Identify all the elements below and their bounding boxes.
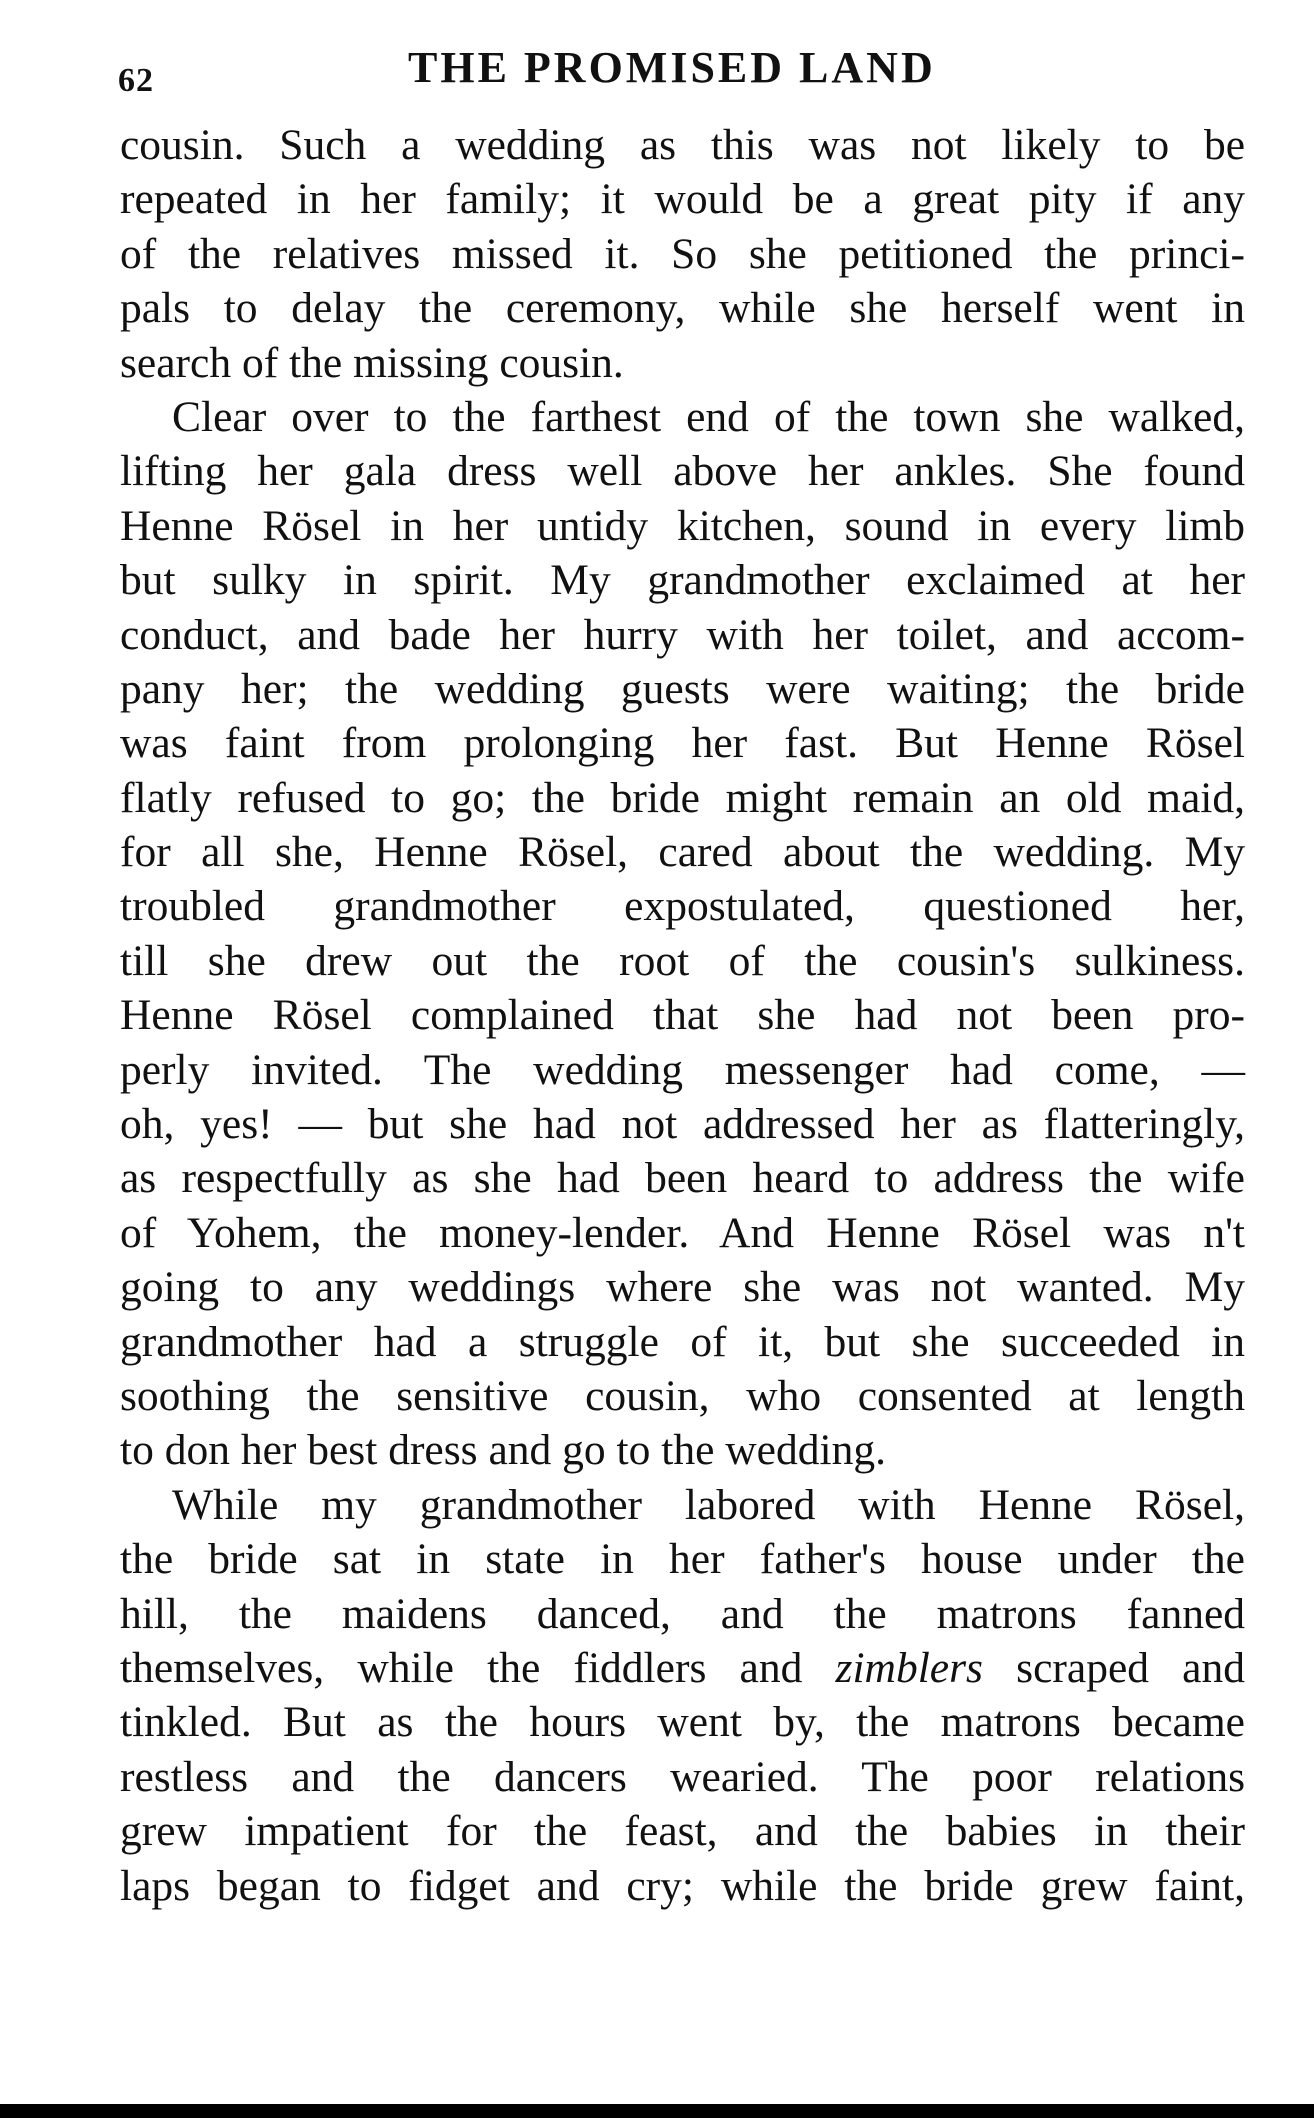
text-line: conduct, and bade her hurry with her toilet, and accom- — [120, 610, 1245, 659]
line-text-after: scraped and — [982, 1643, 1245, 1692]
text-line: Clear over to the farthest end of the town she walked, — [172, 392, 1245, 441]
text-line: Henne Rösel complained that she had not been pro- — [120, 991, 1245, 1040]
italic-word: zimblers — [835, 1643, 983, 1692]
text-line: Henne Rösel in her untidy kitchen, sound in every limb — [120, 501, 1245, 550]
text-line: repeated in her family; it would be a great pity if any — [120, 175, 1245, 224]
running-title: THE PROMISED LAND — [408, 43, 936, 92]
text-line: oh, yes! — but she had not addressed her as flatteringly, — [120, 1100, 1245, 1149]
text-line: troubled grandmother expostulated, questioned her, — [120, 882, 1245, 931]
text-line: but sulky in spirit. My grandmother exclaimed at her — [120, 556, 1245, 605]
text-line: going to any weddings where she was not wanted. My — [120, 1263, 1245, 1312]
line-text-before: themselves, while the fiddlers and — [120, 1643, 836, 1692]
text-line: While my grandmother labored with Henne Rösel, — [172, 1480, 1245, 1529]
text-line: cousin. Such a wedding as this was not likely to be — [120, 121, 1245, 169]
text-line: the bride sat in state in her father's house under the — [120, 1535, 1245, 1584]
text-line: grandmother had a struggle of it, but she succeeded in — [120, 1317, 1245, 1366]
text-line-with-italic — [120, 1641, 1245, 1695]
text-line: of the relatives missed it. So she petitioned the princi- — [120, 229, 1245, 278]
text-line: till she drew out the root of the cousin's sulkiness. — [120, 936, 1245, 985]
text-line: restless and the dancers wearied. The poor relations — [120, 1752, 1245, 1801]
text-line: soothing the sensitive cousin, who consented at length — [120, 1371, 1245, 1420]
text-line: pals to delay the ceremony, while she herself went in — [120, 284, 1245, 333]
text-line: grew impatient for the feast, and the babies in their — [120, 1807, 1245, 1856]
page-number: 62 — [118, 62, 154, 99]
text-line: to don her best dress and go to the wedding. — [120, 1426, 886, 1475]
text-line: of Yohem, the money-lender. And Henne Rösel was n't — [120, 1208, 1245, 1257]
body-text — [120, 118, 1245, 1913]
text-line: was faint from prolonging her fast. But Henne Rösel — [120, 719, 1245, 768]
text-line: lifting her gala dress well above her ankles. She found — [120, 447, 1245, 496]
text-line: flatly refused to go; the bride might remain an old maid, — [120, 773, 1245, 822]
text-line: for all she, Henne Rösel, cared about the wedding. My — [120, 828, 1245, 877]
page-header — [118, 38, 1248, 98]
text-line: tinkled. But as the hours went by, the matrons became — [120, 1698, 1245, 1747]
text-line: pany her; the wedding guests were waiting; the bride — [120, 664, 1245, 713]
text-line: search of the missing cousin. — [120, 338, 624, 387]
text-line: as respectfully as she had been heard to address the wife — [120, 1154, 1245, 1203]
text-line: laps began to fidget and cry; while the bride grew faint, — [120, 1861, 1245, 1910]
text-line: perly invited. The wedding messenger had come, — — [120, 1045, 1245, 1094]
page-bottom-edge — [0, 2104, 1314, 2118]
text-line: hill, the maidens danced, and the matrons fanned — [120, 1589, 1245, 1638]
